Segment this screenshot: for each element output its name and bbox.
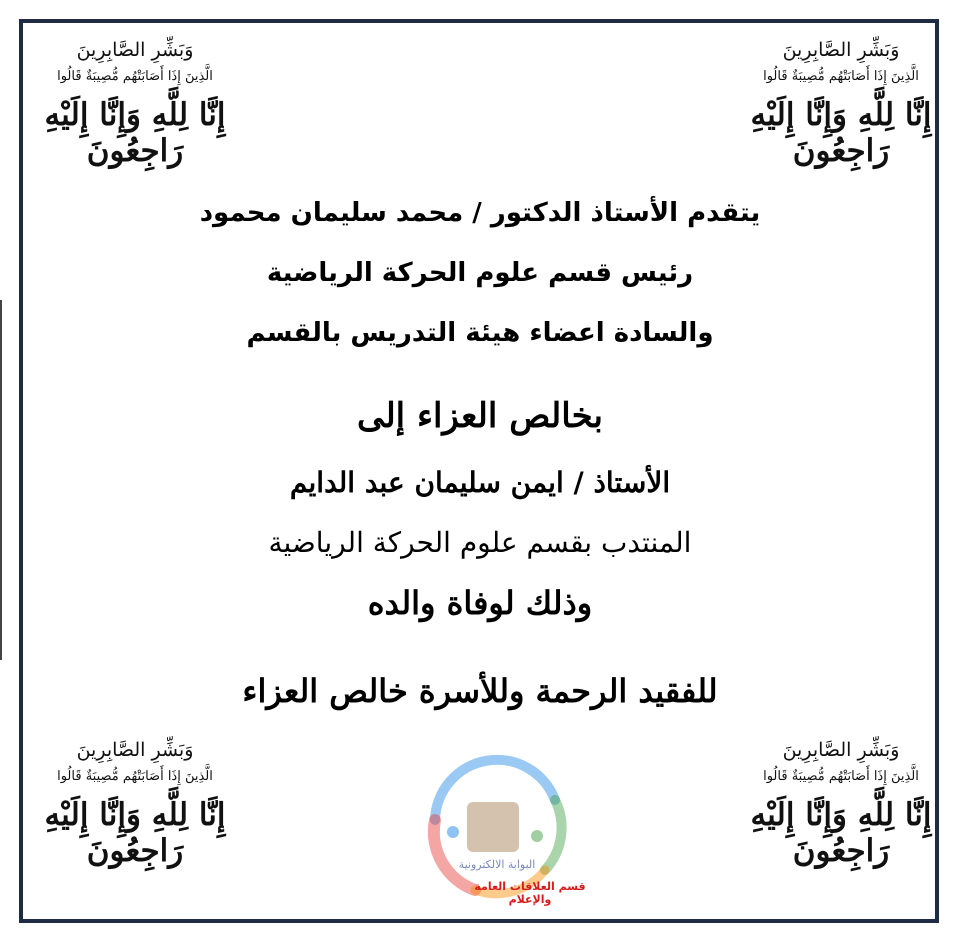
verse-line-3: إِنَّا لِلَّهِ وَإِنَّا إِلَيْهِ رَاجِعُونَ	[44, 97, 226, 169]
verse-line-2: الَّذِينَ إِذَا أَصَابَتْهُم مُّصِيبَةٌ قَالُوا	[57, 769, 213, 784]
verse-line-1: وَبَشِّرِ الصَّابِرِينَ	[76, 39, 194, 61]
verse-line-3: إِنَّا لِلَّهِ وَإِنَّا إِلَيْهِ رَاجِعُونَ	[44, 797, 226, 869]
logo-badge-icon	[467, 802, 519, 852]
verse-line-1: وَبَشِّرِ الصَّابِرِينَ	[782, 739, 900, 761]
condolence-intro: بخالص العزاء إلى	[356, 396, 603, 436]
verse-line-2: الَّذِينَ إِذَا أَصَابَتْهُم مُّصِيبَةٌ قَالُوا	[57, 69, 213, 84]
logo-figure-right-icon	[531, 830, 543, 842]
logo-arc-green-icon	[545, 800, 562, 870]
occasion-line: وذلك لوفاة والده	[367, 584, 593, 622]
verse-calligraphy-top-right	[741, 35, 941, 175]
verse-line-3: إِنَّا لِلَّهِ وَإِنَّا إِلَيْهِ رَاجِعُونَ	[750, 97, 932, 169]
logo-inner-text: البوابة الالكترونية	[458, 858, 536, 871]
verse-line-1: وَبَشِّرِ الصَّابِرِينَ	[782, 39, 900, 61]
verse-calligraphy-bottom-left	[35, 735, 235, 875]
logo-caption: قسم العلاقات العامة والإعلام	[474, 880, 586, 906]
verse-line-2: الَّذِينَ إِذَا أَصَابَتْهُم مُّصِيبَةٌ قَالُوا	[763, 769, 919, 784]
closing-prayer: للفقيد الرحمة وللأسرة خالص العزاء	[242, 672, 718, 710]
logo-figure-left-icon	[447, 826, 459, 838]
header-line-faculty: والسادة اعضاء هيئة التدريس بالقسم	[246, 318, 714, 348]
verse-calligraphy-top-left	[35, 35, 235, 175]
verse-line-2: الَّذِينَ إِذَا أَصَابَتْهُم مُّصِيبَةٌ قَالُوا	[763, 69, 919, 84]
verse-line-3: إِنَّا لِلَّهِ وَإِنَّا إِلَيْهِ رَاجِعُونَ	[750, 797, 932, 869]
header-line-presenter: يتقدم الأستاذ الدكتور / محمد سليمان محمود	[199, 198, 761, 228]
left-edge-mark	[0, 300, 2, 660]
verse-calligraphy-bottom-right	[741, 735, 941, 875]
verse-line-1: وَبَشِّرِ الصَّابِرِينَ	[76, 739, 194, 761]
header-line-department-head: رئيس قسم علوم الحركة الرياضية	[266, 258, 694, 288]
recipient-name: الأستاذ / ايمن سليمان عبد الدايم	[289, 466, 671, 499]
recipient-role: المنتدب بقسم علوم الحركة الرياضية	[268, 526, 692, 559]
